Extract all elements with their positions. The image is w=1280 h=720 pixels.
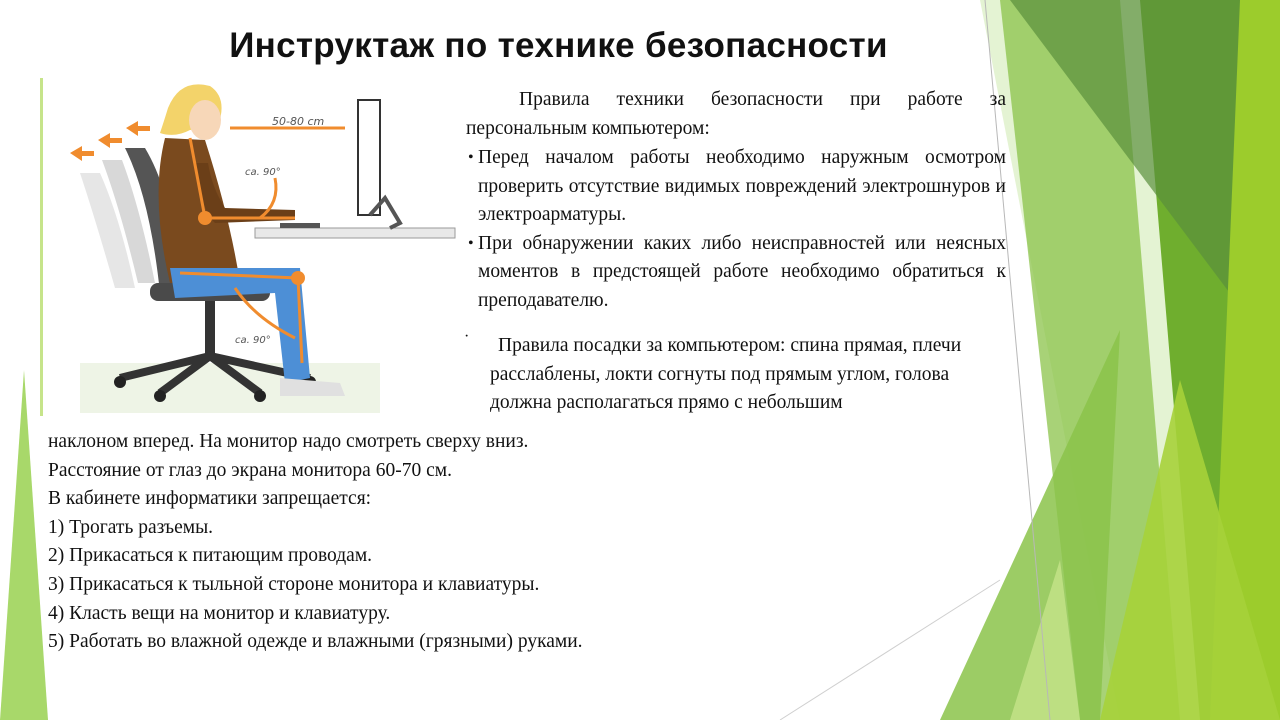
rules-list <box>466 144 1006 316</box>
chair-wheel <box>254 390 266 402</box>
chevron-icon <box>126 121 150 136</box>
illustration-left-edge <box>40 78 43 416</box>
elbow-joint <box>198 211 212 225</box>
posture-paragraph: Правила посадки за компьютером: спина прямая, плечи расслаблены, локти согнуты под прямым углом, голова должна располагаться прямо с небольшим <box>490 335 962 414</box>
chevron-icon <box>70 146 94 161</box>
angle-label-top: ca. 90° <box>245 167 281 178</box>
prohibition-item: 5) Работать во влажной одежде и влажными (грязными) руками. <box>48 631 583 653</box>
posture-marker: · <box>464 328 470 345</box>
lower-line: В кабинете информатики запрещается: <box>48 488 372 510</box>
chair-post <box>205 301 215 356</box>
angle-label-bottom: ca. 90° <box>235 335 271 346</box>
intro-paragraph: Правила техники безопасности при работе за персональным компьютером: <box>466 89 1006 139</box>
distance-label: 50-80 cm <box>272 115 325 128</box>
lower-line: Расстояние от глаз до экрана монитора 60-70 см. <box>48 459 452 481</box>
chair-wheel <box>154 390 166 402</box>
monitor-screen <box>358 100 380 215</box>
prohibition-item: 4) Класть вещи на монитор и клавиатуру. <box>48 602 391 624</box>
rule-bullet: • Перед началом работы необходимо наружным осмотром проверить отсутствие видимых повреждений электрошнуров и электроарматуры. <box>466 144 1006 230</box>
lower-text-block <box>48 428 748 657</box>
rule-bullet: • При обнаружении каких либо неисправностей или неясных моментов в предстоящей работе необходимо обратиться к преподавателю. <box>466 230 1006 316</box>
chevron-icon <box>98 133 122 148</box>
desk-top <box>255 228 455 238</box>
page-title: Инструктаж по технике безопасности <box>229 26 888 65</box>
prohibition-item: 1) Трогать разъемы. <box>48 516 214 538</box>
keyboard <box>280 223 320 228</box>
lower-line: наклоном вперед. На монитор надо смотреть сверху вниз. <box>48 431 529 452</box>
prohibition-item: 2) Прикасаться к питающим проводам. <box>48 545 373 567</box>
posture-illustration <box>40 78 460 418</box>
left-green-triangle <box>0 370 48 720</box>
person-face <box>189 100 221 140</box>
chair-wheel <box>114 376 126 388</box>
prohibition-item: 3) Прикасаться к тыльной стороне монитора и клавиатуры. <box>48 573 540 595</box>
knee-joint <box>291 271 305 285</box>
